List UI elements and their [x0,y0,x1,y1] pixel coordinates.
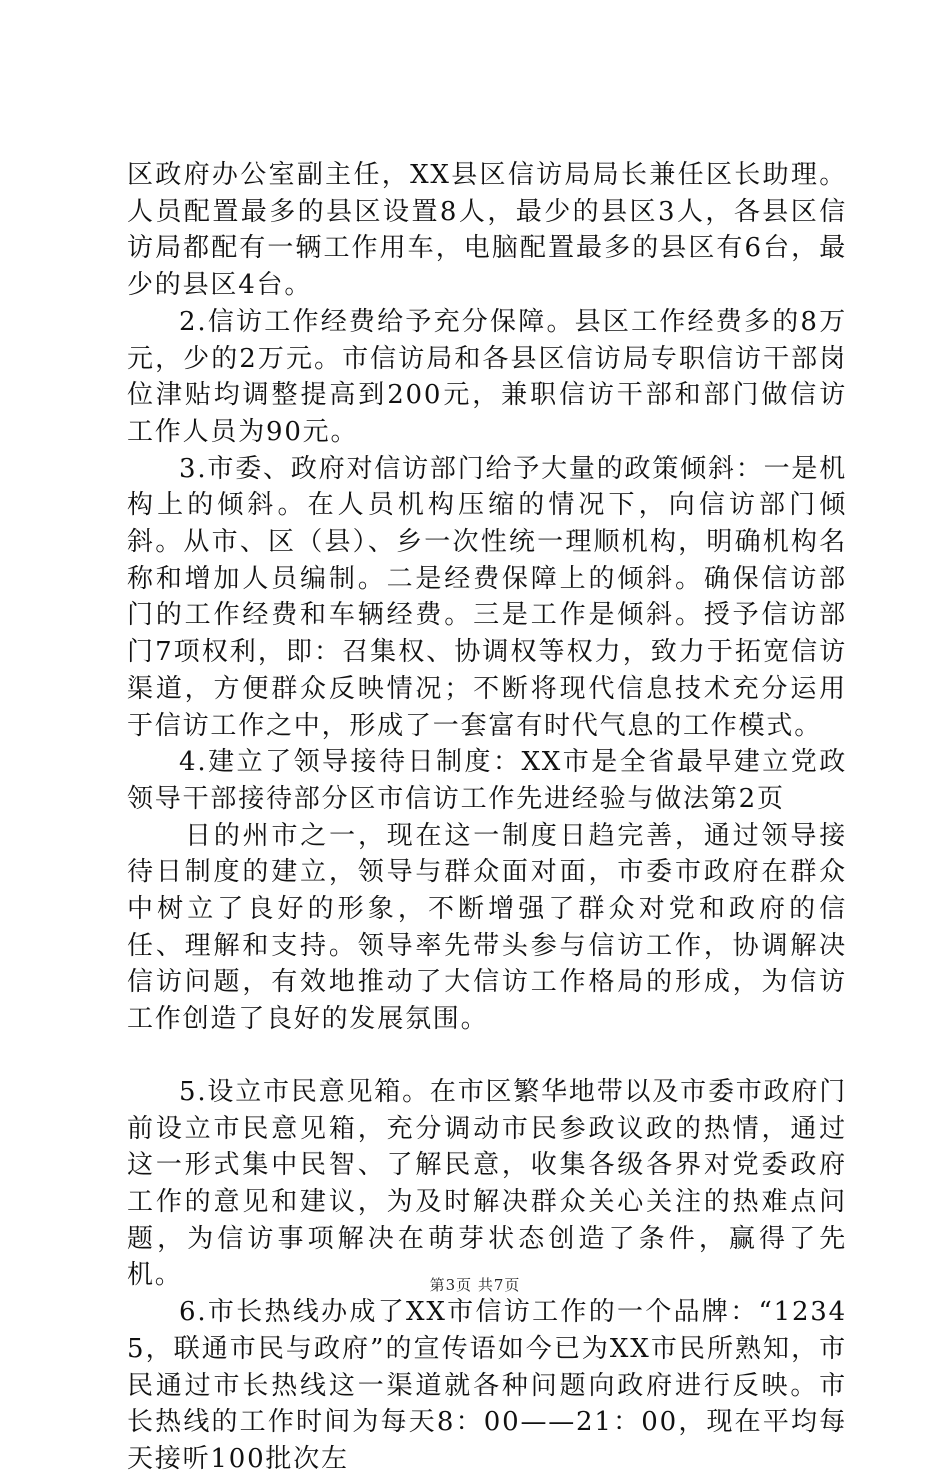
paragraph-item-4: 4.建立了领导接待日制度：XX市是全省最早建立党政领导干部接待部分区市信访工作先进经验与做法第2页 [127,747,847,814]
paragraph-gap [127,1038,847,1074]
paragraph-item-5: 5.设立市民意见箱。在市区繁华地带以及市委市政府门前设立市民意见箱，充分调动市民参政议政的热情，通过这一形式集中民智、了解民意，收集各级各界对党委政府工作的意见和建议，为及时解决群众关心关注的热难点问题，为信访事项解决在萌芽状态创造了条件，赢得了先机。 [127,1076,847,1291]
paragraph-item-4-continued: 日的州市之一，现在这一制度日趋完善，通过领导接待日制度的建立，领导与群众面对面，市委市政府在群众中树立了良好的形象，不断增强了群众对党和政府的信任、理解和支持。领导率先带头参与信访工作，协调解决信访问题，有效地推动了大信访工作格局的形成，为信访工作创造了良好的发展氛围。 [127,820,847,1035]
paragraph-item-2: 2.信访工作经费给予充分保障。县区工作经费多的8万元，少的2万元。市信访局和各县区信访局专职信访干部岗位津贴均调整提高到200元，兼职信访干部和部门做信访工作人员为90元。 [127,306,847,447]
paragraph-continuation: 区政府办公室副主任，XX县区信访局局长兼任区长助理。人员配置最多的县区设置8人，最少的县区3人，各县区信访局都配有一辆工作用车，电脑配置最多的县区有6台，最少的县区4台。 [127,160,847,301]
paragraph-item-3: 3.市委、政府对信访部门给予大量的政策倾斜：一是机构上的倾斜。在人员机构压缩的情况下，向信访部门倾斜。从市、区（县）、乡一次性统一理顺机构，明确机构名称和增加人员编制。二是经费保障上的倾斜。确保信访部门的工作经费和车辆经费。三是工作是倾斜。授予信访部门7项权利，即：召集权、协调权等权力，致力于拓宽信访渠道，方便群众反映情况；不断将现代信息技术充分运用于信访工作之中，形成了一套富有时代气息的工作模式。 [127,453,847,741]
paragraph-item-6: 6.市长热线办成了XX市信访工作的一个品牌：“12345，联通市民与政府”的宣传语如今已为XX市民所熟知，市民通过市长热线这一渠道就各种问题向政府进行反映。市长热线的工作时间为每天8：00——21：00，现在平均每天接听100批次左 [127,1297,847,1474]
page-footer: 第3页 共7页 [429,1276,521,1294]
